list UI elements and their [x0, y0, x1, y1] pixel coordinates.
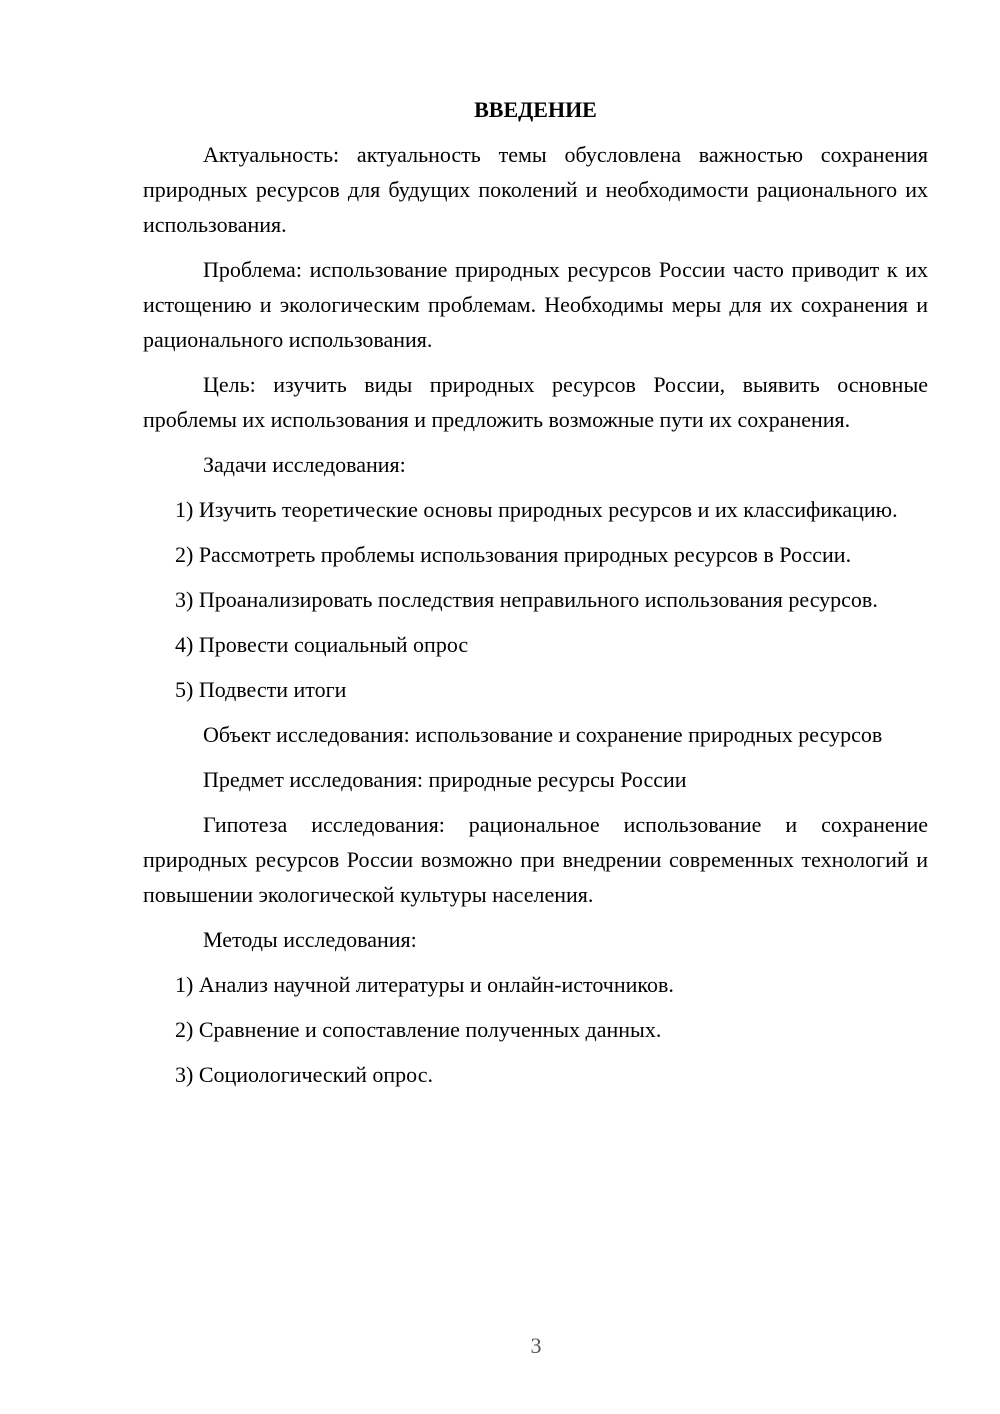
list-item: 2) Сравнение и сопоставление полученных данных. — [175, 1017, 662, 1042]
list-item: 3) Социологический опрос. — [175, 1062, 433, 1087]
section-title: ВВЕДЕНИЕ — [474, 97, 597, 122]
object-paragraph: Объект исследования: использование и сохранение природных ресурсов — [203, 722, 883, 747]
list-item: 4) Провести социальный опрос — [175, 632, 469, 657]
problem-paragraph: Проблема: использование природных ресурсов России часто приводит к их истощению и экологическим проблемам. Необходимы меры для их сохранения и рационального использования. — [143, 257, 928, 352]
subject-paragraph: Предмет исследования: природные ресурсы России — [203, 767, 687, 792]
goal-paragraph: Цель: изучить виды природных ресурсов России, выявить основные проблемы их использования и предложить возможные пути их сохранения. — [143, 372, 928, 432]
list-item: 1) Изучить теоретические основы природных ресурсов и их классификацию. — [175, 497, 898, 522]
page-number: 3 — [530, 1333, 542, 1358]
document-page — [143, 92, 928, 1102]
list-item: 1) Анализ научной литературы и онлайн-источников. — [175, 972, 674, 997]
relevance-paragraph: Актуальность: актуальность темы обусловлена важностью сохранения природных ресурсов для будущих поколений и необходимости рационального их использования. — [143, 142, 928, 237]
methods-heading: Методы исследования: — [203, 927, 417, 952]
list-item: 2) Рассмотреть проблемы использования природных ресурсов в России. — [175, 542, 852, 567]
tasks-heading: Задачи исследования: — [203, 452, 406, 477]
list-item: 5) Подвести итоги — [175, 677, 347, 702]
list-item: 3) Проанализировать последствия неправильного использования ресурсов. — [175, 587, 878, 612]
hypothesis-paragraph: Гипотеза исследования: рациональное использование и сохранение природных ресурсов России возможно при внедрении современных технологий и повышении экологической культуры населения. — [143, 812, 928, 907]
tasks-list — [143, 492, 928, 707]
methods-list — [143, 967, 928, 1092]
